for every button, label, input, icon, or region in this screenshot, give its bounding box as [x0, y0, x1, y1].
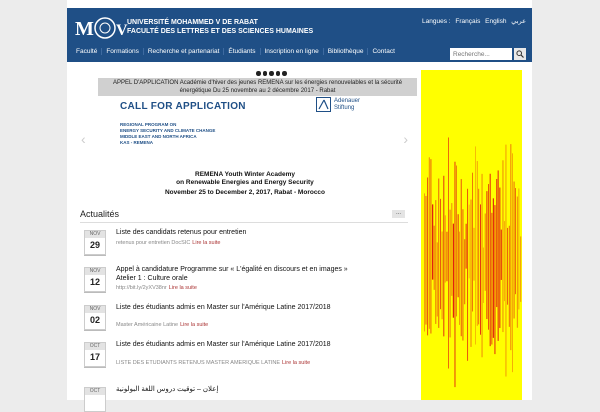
- banner-stripe: [467, 189, 468, 361]
- svg-text:V: V: [116, 22, 128, 39]
- banner-stripe: [493, 198, 494, 338]
- date-month: NOV: [85, 231, 105, 238]
- banner-stripe: [435, 200, 436, 324]
- slider-dots: [256, 71, 287, 76]
- news-title-link[interactable]: Liste des étudiants admis en Master sur l'Amérique Latine 2017/2018: [116, 304, 331, 311]
- news-excerpt: [116, 322, 208, 328]
- adenauer-line: Stiftung: [334, 104, 355, 111]
- lang-english-link[interactable]: English: [485, 18, 507, 25]
- date-day: 12: [89, 277, 100, 287]
- svg-text:M: M: [75, 18, 94, 40]
- date-month: OCT: [85, 343, 105, 350]
- banner-stripe: [502, 160, 503, 332]
- banner-stripe: [510, 144, 511, 350]
- banner-stripe: [427, 177, 428, 335]
- search-button[interactable]: [514, 48, 526, 60]
- slide-program-line: KAS - REMENA: [120, 140, 154, 145]
- language-label: Langues :: [422, 18, 451, 25]
- banner-stripe: [443, 176, 444, 337]
- slide-program-line: MIDDLE EAST AND NORTH AFRICA: [120, 134, 197, 139]
- banner-stripe: [426, 196, 427, 325]
- slider-dot[interactable]: [276, 71, 281, 76]
- date-month: NOV: [85, 306, 105, 313]
- banner-stripe: [499, 188, 500, 328]
- banner-stripe: [461, 179, 462, 336]
- news-excerpt: [116, 360, 310, 366]
- search-input[interactable]: [450, 48, 512, 60]
- banner-stripe: [475, 146, 476, 344]
- banner-stripe: [515, 188, 516, 294]
- remena-line: REMENA Youth Winter Academy: [195, 171, 295, 178]
- remena-line: on Renewable Energies and Energy Security: [176, 179, 314, 186]
- side-banner[interactable]: [421, 70, 522, 400]
- nav-bibliotheque[interactable]: Bibliothèque: [324, 48, 369, 55]
- nav-inscription[interactable]: Inscription en ligne: [261, 48, 324, 55]
- slider-dot[interactable]: [263, 71, 268, 76]
- news-excerpt-text: http://bit.ly/2yXV38nr: [116, 285, 167, 291]
- slider-dot[interactable]: [282, 71, 287, 76]
- read-more-link[interactable]: Lire la suite: [192, 240, 221, 246]
- university-line-1: UNIVERSITÉ MOHAMMED V DE RABAT: [127, 19, 258, 26]
- site-header: [67, 8, 532, 62]
- news-excerpt-text: LISTE DES ETUDIANTS RETENUS MASTER AMERIQUE LATINE: [116, 360, 281, 366]
- banner-stripe: [478, 189, 479, 325]
- slider-dot[interactable]: [256, 71, 261, 76]
- slide-heading: CALL FOR APPLICATION: [120, 101, 246, 112]
- banner-stripe: [480, 204, 481, 334]
- date-month: OCT: [85, 388, 105, 395]
- banner-pattern: [421, 70, 522, 400]
- banner-stripe: [488, 184, 489, 330]
- banner-stripe: [509, 226, 510, 327]
- nav-recherche[interactable]: Recherche et partenariat: [144, 48, 225, 55]
- banner-stripe: [429, 157, 430, 328]
- banner-stripe: [466, 224, 467, 269]
- date-badge: [84, 342, 106, 367]
- banner-stripe: [472, 173, 473, 312]
- university-name: [127, 18, 313, 36]
- slide-remena-title: [80, 171, 410, 197]
- read-more-link[interactable]: Lire la suite: [282, 360, 311, 366]
- slider-dot[interactable]: [269, 71, 274, 76]
- banner-stripe: [506, 145, 507, 377]
- banner-stripe: [462, 209, 463, 340]
- banner-stripe: [453, 224, 454, 318]
- date-day: 29: [89, 240, 100, 250]
- date-badge: [84, 305, 106, 330]
- banner-stripe: [437, 242, 438, 316]
- banner-stripe: [512, 153, 513, 372]
- news-title-link[interactable]: Liste des étudiants admis en Master sur l'Amérique Latine 2017/2018: [116, 341, 331, 348]
- remena-line: November 25 to December 2, 2017, Rabat - Morocco: [164, 189, 326, 196]
- banner-stripe: [501, 230, 502, 280]
- banner-stripe: [477, 161, 478, 326]
- banner-stripe: [438, 179, 439, 328]
- banner-stripe: [498, 170, 499, 340]
- date-badge: [84, 230, 106, 255]
- banner-stripe: [456, 166, 457, 317]
- lang-french-link[interactable]: Français: [455, 18, 481, 25]
- read-more-link[interactable]: Lire la suite: [168, 285, 197, 291]
- banner-stripe: [485, 214, 486, 291]
- slide-program-line: REGIONAL PROGRAM ON: [120, 122, 177, 127]
- banner-stripe: [496, 179, 497, 307]
- date-day: 17: [89, 352, 100, 362]
- news-heading: Actualités: [80, 209, 120, 219]
- slider-next-arrow[interactable]: ›: [403, 131, 408, 147]
- adenauer-mark-icon: [316, 97, 331, 112]
- slide-program-line: ENERGY SECURITY AND CLIMATE CHANGE: [120, 128, 216, 133]
- slider-caption[interactable]: APPEL D'APPLICATION Académie d'hiver des jeunes REMENA sur les énergies renouvelables et la sécurité énergétique Du 25 novembre au 2 décembre 2017 - Rabat: [98, 78, 417, 96]
- banner-stripe: [483, 248, 484, 303]
- news-excerpt-text: Master Américaine Latine: [116, 322, 179, 328]
- lang-arabic-link[interactable]: عربي: [511, 18, 526, 25]
- banner-stripe: [474, 228, 475, 281]
- slider-prev-arrow[interactable]: ‹: [81, 131, 86, 147]
- banner-stripe: [482, 174, 483, 357]
- banner-stripe: [454, 162, 455, 387]
- banner-stripe: [432, 204, 433, 279]
- university-logo[interactable]: [72, 13, 128, 43]
- university-line-2: FACULTÉ DES LETTRES ET DES SCIENCES HUMAINES: [127, 28, 314, 35]
- banner-stripe: [430, 159, 431, 333]
- banner-stripe: [514, 182, 515, 319]
- news-more-button[interactable]: ...: [392, 210, 405, 218]
- adenauer-line: Adenauer: [334, 97, 361, 104]
- banner-stripe: [434, 226, 435, 290]
- banner-stripe: [507, 228, 508, 305]
- featured-slider: [80, 71, 410, 204]
- adenauer-logo: [316, 97, 360, 112]
- banner-stripe: [517, 197, 518, 328]
- banner-stripe: [450, 210, 451, 338]
- banner-stripe: [458, 214, 459, 297]
- page: [67, 0, 532, 400]
- nav-formations[interactable]: Formations: [102, 48, 144, 55]
- slide-program: [120, 122, 215, 146]
- banner-stripe: [486, 191, 487, 319]
- banner-stripe: [445, 215, 446, 282]
- banner-stripe: [442, 232, 443, 320]
- read-more-link[interactable]: Lire la suite: [180, 322, 209, 328]
- news-excerpt: [116, 285, 197, 291]
- banner-stripe: [459, 232, 460, 325]
- nav-faculte[interactable]: Faculté: [72, 48, 102, 55]
- news-title-link[interactable]: إعلان – توقيت دروس اللغة البولونية: [116, 386, 219, 393]
- search-icon: [516, 50, 524, 58]
- banner-stripe: [424, 193, 425, 331]
- news-title-link[interactable]: Appel à candidature Programme sur « L'égalité en discours et en images » Atelier 1 : Culture orale: [116, 266, 348, 282]
- news-excerpt: [116, 240, 220, 246]
- date-month: NOV: [85, 268, 105, 275]
- banner-stripe: [518, 188, 519, 309]
- language-switcher: [419, 17, 526, 25]
- banner-stripe: [440, 199, 441, 309]
- news-title-link[interactable]: Liste des candidats retenus pour entretien: [116, 229, 247, 236]
- banner-stripe: [464, 239, 465, 304]
- banner-stripe: [470, 200, 471, 347]
- nav-contact[interactable]: Contact: [372, 47, 395, 55]
- banner-stripe: [504, 221, 505, 301]
- banner-stripe: [490, 174, 491, 346]
- banner-stripe: [494, 205, 495, 354]
- date-badge: [84, 267, 106, 292]
- banner-stripe: [491, 213, 492, 345]
- main-nav: [72, 44, 399, 58]
- banner-stripe: [448, 137, 449, 368]
- nav-etudiants[interactable]: Étudiants: [224, 48, 260, 55]
- divider: [80, 222, 408, 223]
- banner-stripe: [469, 205, 470, 279]
- banner-stripe: [451, 203, 452, 296]
- date-day: 02: [89, 315, 100, 325]
- banner-stripe: [520, 236, 521, 301]
- news-excerpt-text: retenus pour entretien DocSIC: [116, 240, 191, 246]
- banner-stripe: [446, 232, 447, 282]
